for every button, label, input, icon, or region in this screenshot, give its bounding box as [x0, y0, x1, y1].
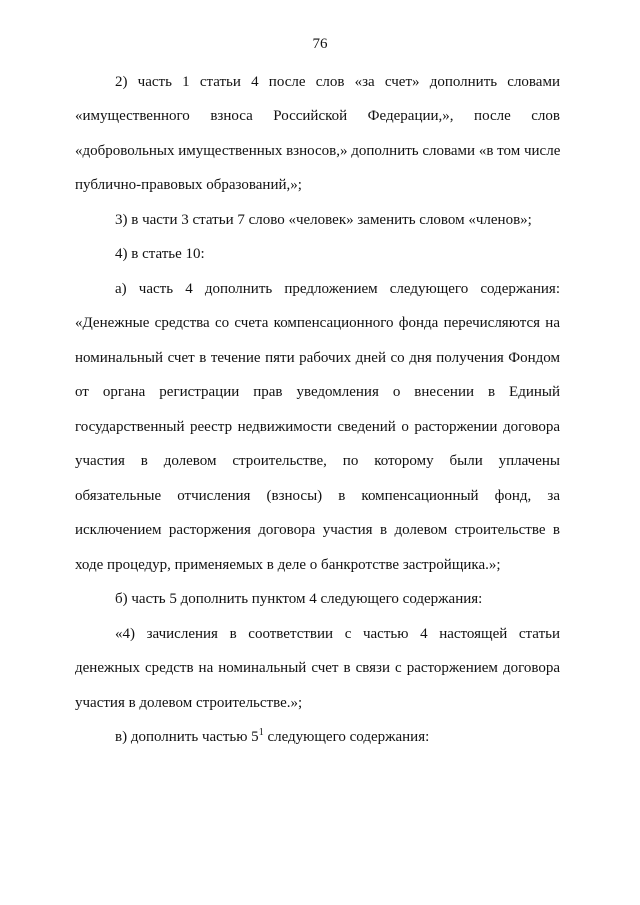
paragraph-line-start: в) дополнить частью 5 — [115, 729, 259, 745]
superscript-number: 1 — [258, 727, 264, 738]
paragraph-line: государственный реестр недвижимости сведений о расторжении договора — [75, 419, 560, 435]
paragraph-line: участия в долевом строительстве, по которому были уплачены — [75, 453, 560, 469]
paragraph-line: «4) зачисления в соответствии с частью 4 настоящей статьи — [115, 626, 560, 642]
paragraph-line: «Денежные средства со счета компенсационного фонда перечисляются на — [75, 315, 560, 331]
paragraph-line: публично-правовых образований,»; — [75, 177, 302, 193]
paragraph-line: участия в долевом строительстве.»; — [75, 695, 303, 711]
paragraph-line: 4) в статье 10: — [115, 246, 205, 262]
paragraph-line: 2) часть 1 статьи 4 после слов «за счет» дополнить словами — [115, 74, 560, 90]
paragraph-line: денежных средств на номинальный счет в связи с расторжением договора — [75, 660, 560, 676]
paragraph-line: б) часть 5 дополнить пунктом 4 следующего содержания: — [115, 591, 483, 607]
paragraph-line-end: следующего содержания: — [267, 729, 430, 745]
page-number: 76 — [312, 36, 328, 52]
paragraph-line: обязательные отчисления (взносы) в компенсационный фонд, за — [75, 488, 560, 504]
paragraph-line: а) часть 4 дополнить предложением следующего содержания: — [115, 281, 560, 297]
paragraph-line: 3) в части 3 статьи 7 слово «человек» заменить словом «членов»; — [115, 212, 532, 228]
paragraph-line: от органа регистрации прав уведомления о внесении в Единый — [75, 384, 560, 400]
paragraph-line — [115, 728, 560, 746]
paragraph-line: «имущественного взноса Российской Федерации,», после слов — [75, 108, 560, 124]
paragraph-line: ходе процедур, применяемых в деле о банкротстве застройщика.»; — [75, 557, 501, 573]
paragraph-line: «добровольных имущественных взносов,» дополнить словами «в том числе — [75, 143, 561, 159]
paragraph-line: исключением расторжения договора участия в долевом строительстве в — [75, 522, 560, 538]
paragraph-line: номинальный счет в течение пяти рабочих дней со дня получения Фондом — [75, 350, 560, 366]
